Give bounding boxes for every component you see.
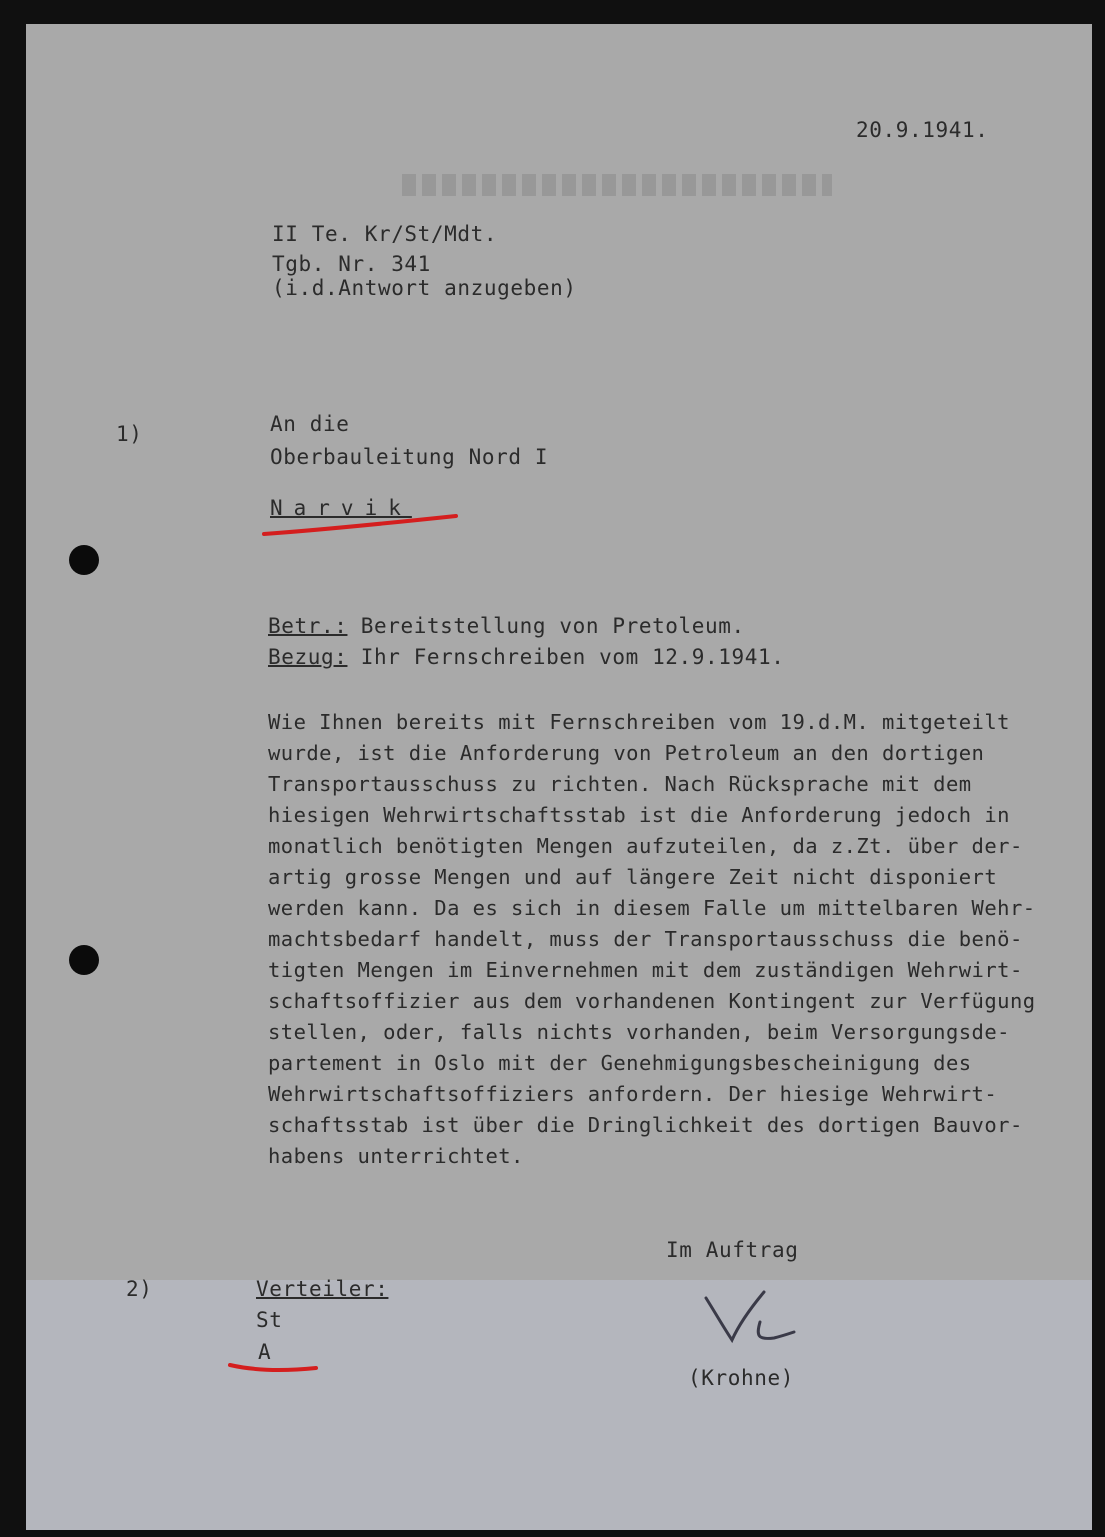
distribution-label: Verteiler: xyxy=(256,1277,389,1301)
body-line-3: Transportausschuss zu richten. Nach Rücksprache mit dem xyxy=(268,772,972,796)
subject-line xyxy=(268,614,745,638)
item-2-number: 2) xyxy=(126,1277,153,1301)
item-1-number: 1) xyxy=(116,422,143,446)
body-line-15: habens unterrichtet. xyxy=(268,1144,524,1168)
distribution-item: A xyxy=(258,1340,272,1364)
body-line-12: partement in Oslo mit der Genehmigungsbescheinigung des xyxy=(268,1051,972,1075)
body-line-1: Wie Ihnen bereits mit Fernschreiben vom 19.d.M. mitgeteilt xyxy=(268,710,1010,734)
punch-hole-top xyxy=(69,545,99,575)
reference-to-line xyxy=(268,645,785,669)
body-line-8: machtsbedarf handelt, muss der Transportausschuss die benö- xyxy=(268,927,1023,951)
reference-label: Bezug: xyxy=(268,645,348,669)
body-line-2: wurde, ist die Anforderung von Petroleum an den dortigen xyxy=(268,741,985,765)
letter-page xyxy=(26,24,1092,1530)
body-line-13: Wehrwirtschaftsoffiziers anfordern. Der hiesige Wehrwirt- xyxy=(268,1082,998,1106)
body-line-14: schaftsstab ist über die Dringlichkeit des dortigen Bauvor- xyxy=(268,1113,1023,1137)
signature-name: (Krohne) xyxy=(688,1366,794,1390)
letter-date: 20.9.1941. xyxy=(856,118,989,142)
red-underline-narvik xyxy=(260,510,460,540)
body-line-5: monatlich benötigten Mengen aufzuteilen, da z.Zt. über der- xyxy=(268,834,1023,858)
distribution-item: St xyxy=(256,1308,283,1332)
body-line-11: stellen, oder, falls nichts vorhanden, beim Versorgungsde- xyxy=(268,1020,1010,1044)
body-line-4: hiesigen Wehrwirtschaftsstab ist die Anforderung jedoch in xyxy=(268,803,1010,827)
address-city: Narvik xyxy=(270,496,412,520)
body-line-10: schaftsoffizier aus dem vorhandenen Kontingent zur Verfügung xyxy=(268,989,1036,1013)
handwritten-signature xyxy=(702,1288,802,1348)
punch-hole-bottom xyxy=(69,945,99,975)
reference-line-1: II Te. Kr/St/Mdt. xyxy=(272,222,498,246)
body-line-9: tigten Mengen im Einvernehmen mit dem zuständigen Wehrwirt- xyxy=(268,958,1023,982)
reference-line-3: (i.d.Antwort anzugeben) xyxy=(272,276,577,300)
subject-text: Bereitstellung von Pretoleum. xyxy=(360,614,745,638)
address-line-2: Oberbauleitung Nord I xyxy=(270,445,549,469)
address-line-1: An die xyxy=(270,412,350,436)
red-underline-a xyxy=(226,1357,320,1377)
faded-letterhead xyxy=(402,174,832,196)
closing-phrase: Im Auftrag xyxy=(666,1238,799,1262)
paper-lower-band xyxy=(26,1280,1092,1530)
reference-line-2: Tgb. Nr. 341 xyxy=(272,252,431,276)
body-line-6: artig grosse Mengen und auf längere Zeit nicht disponiert xyxy=(268,865,998,889)
body-line-7: werden kann. Da es sich in diesem Falle um mittelbaren Wehr- xyxy=(268,896,1036,920)
reference-text: Ihr Fernschreiben vom 12.9.1941. xyxy=(360,645,785,669)
subject-label: Betr.: xyxy=(268,614,348,638)
